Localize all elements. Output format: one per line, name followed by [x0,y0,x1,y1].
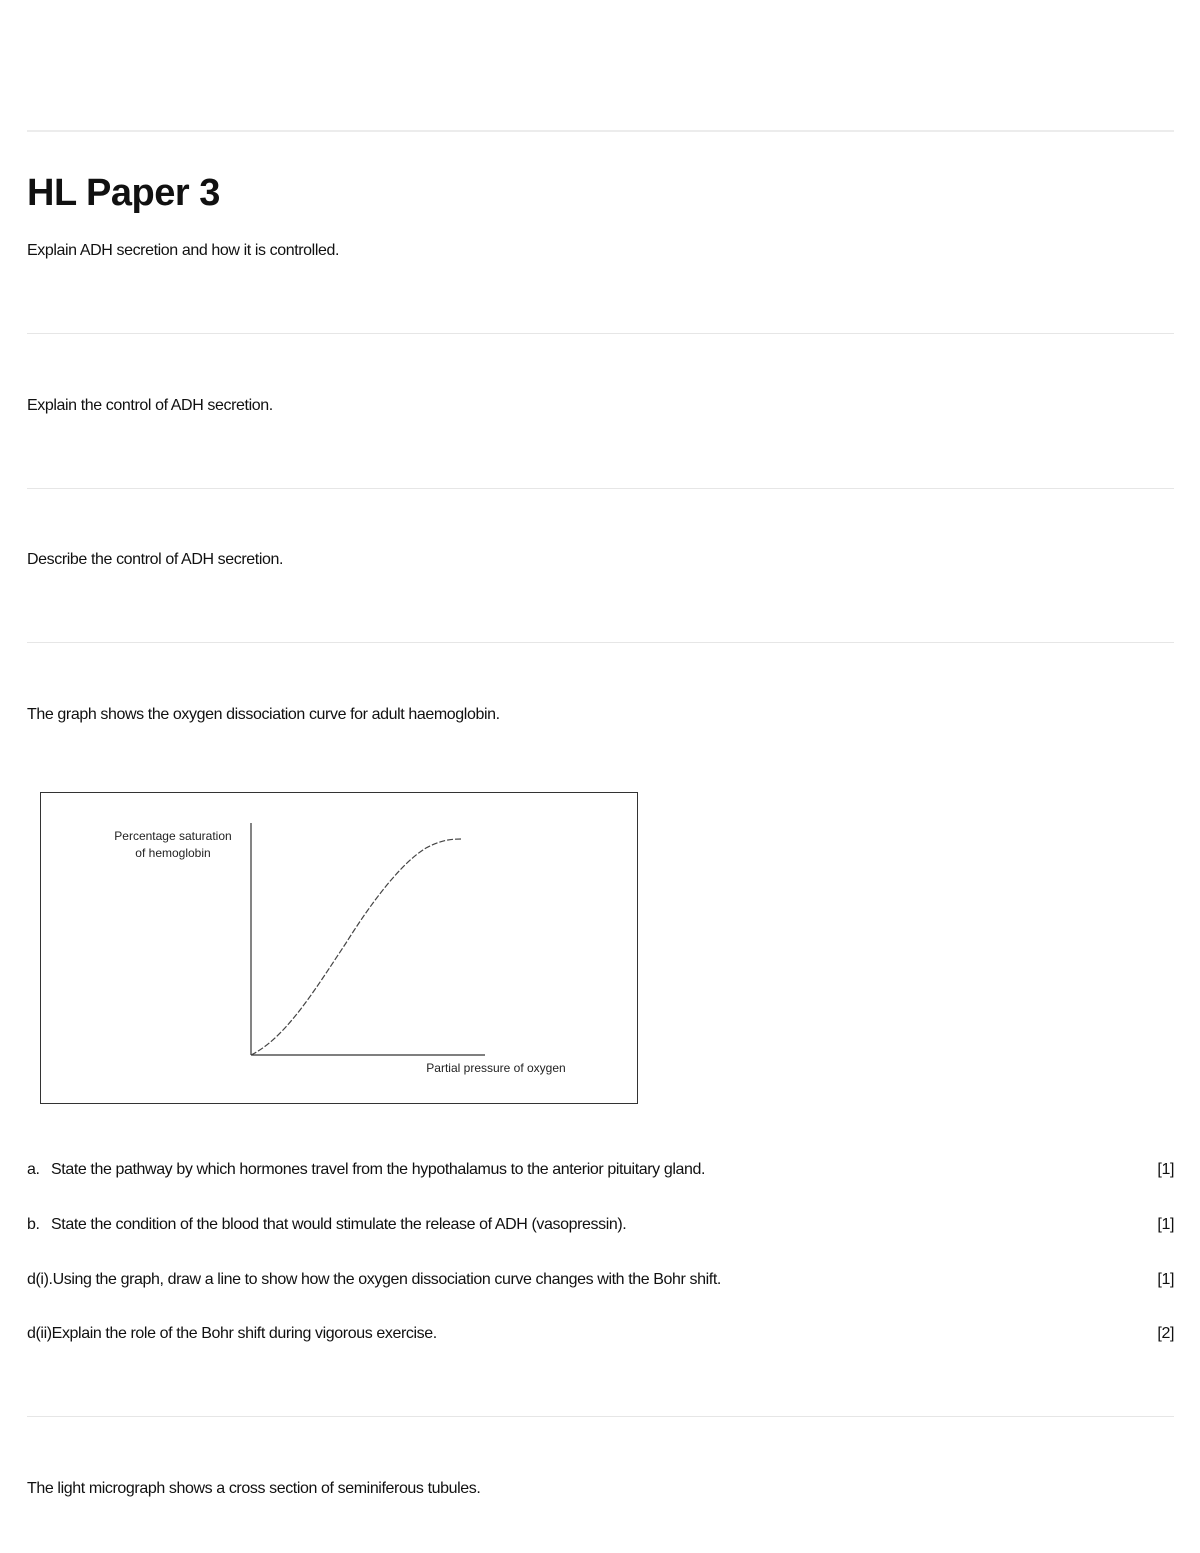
part-a-text: State the pathway by which hormones travel from the hypothalamus to the anterior pituitary gland. [51,1161,706,1178]
part-a-marks: [1] [1157,1161,1174,1178]
question-part-b [27,1216,1174,1234]
part-a-label: a. [27,1161,40,1178]
x-axis-label: Partial pressure of oxygen [426,1061,566,1075]
part-d-ii-marks: [2] [1157,1325,1174,1342]
divider-1 [27,333,1174,334]
part-d-ii-text: Explain the role of the Bohr shift during vigorous exercise. [51,1325,437,1342]
part-b-marks: [1] [1157,1216,1174,1233]
dissociation-curve [251,839,461,1055]
question-3-text: Describe the control of ADH secretion. [27,551,284,568]
y-axis-label-line1: Percentage saturation [114,829,232,843]
part-d-i-marks: [1] [1157,1271,1174,1288]
divider-4 [27,1416,1174,1417]
y-axis-label-line2: of hemoglobin [135,846,211,860]
part-b-text: State the condition of the blood that would stimulate the release of ADH (vasopressin). [51,1216,627,1233]
oxygen-dissociation-figure [40,792,638,1104]
part-d-ii-label: d(ii) [27,1325,52,1342]
question-4-text: The graph shows the oxygen dissociation curve for adult haemoglobin. [27,706,500,723]
question-part-d-i [27,1271,1174,1289]
question-part-d-ii [27,1325,1174,1343]
question-1-text: Explain ADH secretion and how it is controlled. [27,242,340,259]
divider-2 [27,488,1174,489]
page-title: HL Paper 3 [27,172,220,214]
question-2-text: Explain the control of ADH secretion. [27,397,273,414]
divider-3 [27,642,1174,643]
part-b-label: b. [27,1216,40,1233]
top-divider [27,130,1174,132]
dissociation-graph [41,793,639,1105]
part-d-i-label: d(i). [27,1271,53,1288]
question-5-text: The light micrograph shows a cross section of seminiferous tubules. [27,1480,481,1497]
question-part-a [27,1161,1174,1179]
part-d-i-text: Using the graph, draw a line to show how the oxygen dissociation curve changes with the Bohr shift. [52,1271,721,1288]
